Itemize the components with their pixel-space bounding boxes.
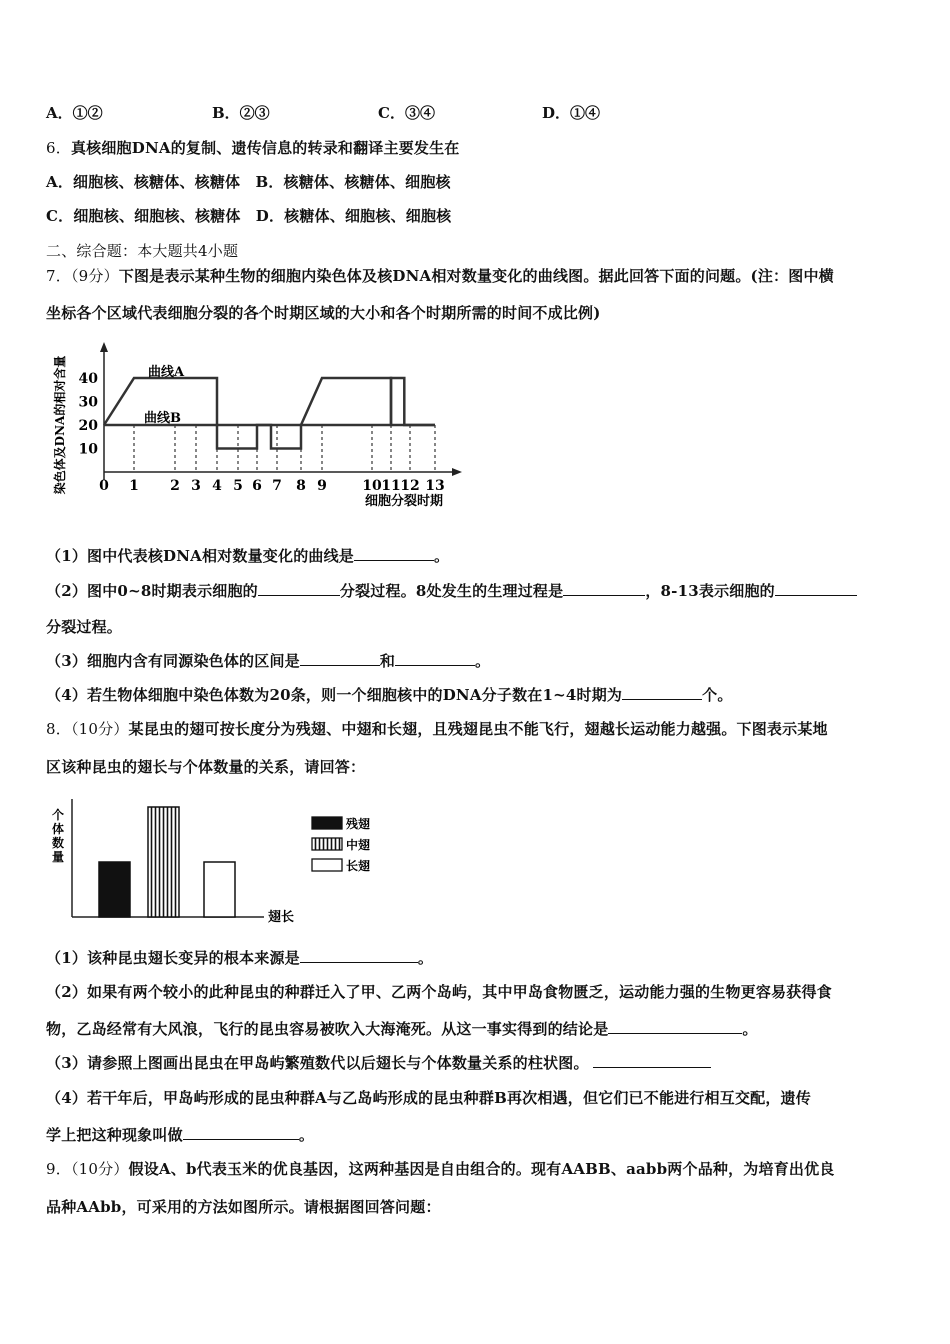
x-tick-label: 0: [99, 478, 109, 494]
answer-blank[interactable]: [395, 651, 475, 666]
y-tick-label: 40: [78, 371, 98, 387]
question-number: 9．（10分）: [46, 1160, 129, 1178]
q8-part-4-end: 。: [298, 1126, 315, 1144]
q7-part-3-c: 。: [475, 652, 491, 670]
question-9-stem-cont: 品种AAbb，可采用的方法如图所示。请根据图回答问题：: [46, 1198, 441, 1216]
y-axis-label: [52, 807, 64, 864]
question-stem: 真核细胞DNA的复制、遗传信息的转录和翻译主要发生在: [70, 139, 460, 157]
x-tick-label: 9: [317, 478, 327, 494]
q7-part-3-a: （3）细胞内含有同源染色体的区间是: [46, 652, 300, 670]
q7-part-2-cont: 分裂过程。: [46, 618, 123, 636]
q8-part-2-cont: [46, 1018, 758, 1039]
question-number: 7．（9分）: [46, 267, 119, 285]
x-tick-label: 6: [252, 478, 262, 494]
q8-part-1-end: 。: [417, 949, 434, 967]
q8-part-2-end: 。: [742, 1020, 758, 1038]
y-tick-label: 20: [78, 418, 98, 434]
answer-blank[interactable]: [183, 1125, 299, 1140]
q6-options-row-1: A．细胞核、核糖体、核糖体 B．核糖体、核糖体、细胞核: [46, 173, 451, 191]
x-tick-label: 10: [362, 478, 382, 494]
question-9: [46, 1158, 835, 1179]
answer-blank[interactable]: [593, 1053, 711, 1068]
answer-blank[interactable]: [300, 651, 380, 666]
q7-part-3-b: 和: [379, 652, 396, 670]
q8-part-3: [46, 1052, 711, 1073]
q7-part-3: [46, 650, 490, 671]
q7-part-1-text: （1）图中代表核DNA相对数量变化的曲线是: [46, 547, 354, 565]
legend-swatch: [312, 817, 342, 829]
y-tick-label: 30: [78, 394, 98, 411]
x-axis-arrow: [452, 468, 462, 476]
q7-part-4-a: （4）若生物体细胞中染色体数为20条，则一个细胞核中的DNA分子数在1~4时期为: [46, 686, 623, 704]
answer-blank[interactable]: [775, 581, 857, 596]
x-tick-label: 2: [170, 478, 180, 494]
q6-options-row-2: C．细胞核、细胞核、核糖体 D．核糖体、细胞核、细胞核: [46, 207, 452, 225]
answer-blank[interactable]: [300, 948, 418, 963]
q8-part-3-text: （3）请参照上图画出昆虫在甲岛屿繁殖数代以后翅长与个体数量关系的柱状图。: [46, 1054, 589, 1072]
q7-part-4: [46, 684, 733, 705]
x-tick-label: 3: [191, 478, 201, 494]
q8-part-2-text: 物，乙岛经常有大风浪，飞行的昆虫容易被吹入大海淹死。从这一事实得到的结论是: [46, 1020, 609, 1038]
question-7: [46, 265, 834, 286]
bar-残翅: [99, 862, 130, 917]
option-b: B．②③: [212, 104, 270, 122]
x-tick-label: 4: [212, 478, 222, 494]
x-tick-label: 11: [381, 478, 401, 494]
wing-length-bar-chart: [50, 795, 390, 930]
x-tick-label: 8: [296, 478, 306, 494]
y-axis-label: 染色体及DNA的相对含量: [53, 355, 67, 495]
legend-label: 残翅: [346, 817, 371, 831]
question-6: [46, 137, 460, 158]
q8-part-1-text: （1）该种昆虫翅长变异的根本来源是: [46, 949, 300, 967]
curve-a-label: 曲线A: [148, 365, 185, 380]
q7-part-1: [46, 545, 449, 566]
y-axis-char: 体: [51, 822, 65, 836]
option-d: D．①④: [542, 104, 601, 122]
legend-label: 中翅: [346, 838, 371, 852]
question-stem: 假设A、b代表玉米的优良基因，这两种基因是自由组合的。现有AABB、aabb两个品种，为培育出优良: [128, 1160, 835, 1178]
y-axis-arrow: [100, 342, 108, 352]
chromosome-dna-line-chart: [46, 340, 476, 515]
q7-part-2-b: 分裂过程。8处发生的生理过程是: [339, 582, 564, 600]
answer-blank[interactable]: [258, 581, 340, 596]
bar-中翅: [148, 807, 179, 917]
x-tick-label: 12: [400, 478, 420, 494]
curve-b-label: 曲线B: [144, 411, 181, 426]
question-number: 8．（10分）: [46, 720, 129, 738]
q8-part-4-text: 学上把这种现象叫做: [46, 1126, 183, 1144]
y-axis-char: 量: [51, 850, 65, 864]
section-heading: 二、综合题：本大题共4小题: [46, 242, 239, 260]
x-tick-label: 5: [233, 478, 243, 494]
y-tick-label: 10: [78, 441, 98, 458]
option-a: A．①②: [46, 104, 103, 122]
question-7-stem-cont: 坐标各个区域代表细胞分裂的各个时期区域的大小和各个时期所需的时间不成比例): [46, 304, 601, 322]
question-8-stem-cont: 区该种昆虫的翅长与个体数量的关系，请回答：: [46, 758, 366, 776]
q7-part-4-b: 个。: [702, 686, 733, 704]
question-8: [46, 718, 828, 739]
x-tick-label: 1: [129, 478, 139, 494]
answer-blank[interactable]: [622, 685, 702, 700]
answer-blank[interactable]: [354, 546, 434, 561]
q8-part-4: （4）若干年后，甲岛屿形成的昆虫种群A与乙岛屿形成的昆虫种群B再次相遇，但它们已不能进行相互交配，遗传: [46, 1089, 811, 1107]
y-axis-char: 数: [51, 836, 65, 850]
legend-swatch: [312, 859, 342, 871]
q8-part-2: （2）如果有两个较小的此种昆虫的种群迁入了甲、乙两个岛屿，其中甲岛食物匮乏，运动能力强的生物更容易获得食: [46, 983, 832, 1001]
x-tick-label: 7: [272, 478, 282, 494]
legend-swatch: [312, 838, 342, 850]
bar-长翅: [204, 862, 235, 917]
legend-label: 长翅: [346, 859, 371, 873]
question-stem: 某昆虫的翅可按长度分为残翅、中翅和长翅，且残翅昆虫不能飞行，翅越长运动能力越强。下图表示某地: [128, 720, 828, 738]
question-stem: 下图是表示某种生物的细胞内染色体及核DNA相对数量变化的曲线图。据此回答下面的问题。(注：图中横: [118, 267, 834, 285]
q8-part-1: [46, 947, 433, 968]
question-number: 6．: [46, 139, 71, 157]
q7-part-1-end: 。: [434, 547, 450, 565]
q7-part-2-a: （2）图中0~8时期表示细胞的: [46, 582, 258, 600]
answer-blank[interactable]: [608, 1019, 742, 1034]
q8-part-4-cont: [46, 1124, 314, 1145]
y-axis-char: 个: [51, 808, 65, 822]
q7-part-2-c: ，8-13表示细胞的: [645, 582, 775, 600]
x-axis-label: 细胞分裂时期: [364, 494, 444, 509]
x-tick-label: 13: [425, 478, 445, 494]
q7-part-2: [46, 580, 857, 601]
option-c: C．③④: [378, 104, 435, 122]
answer-blank[interactable]: [563, 581, 645, 596]
x-axis-label: 翅长: [268, 910, 295, 925]
